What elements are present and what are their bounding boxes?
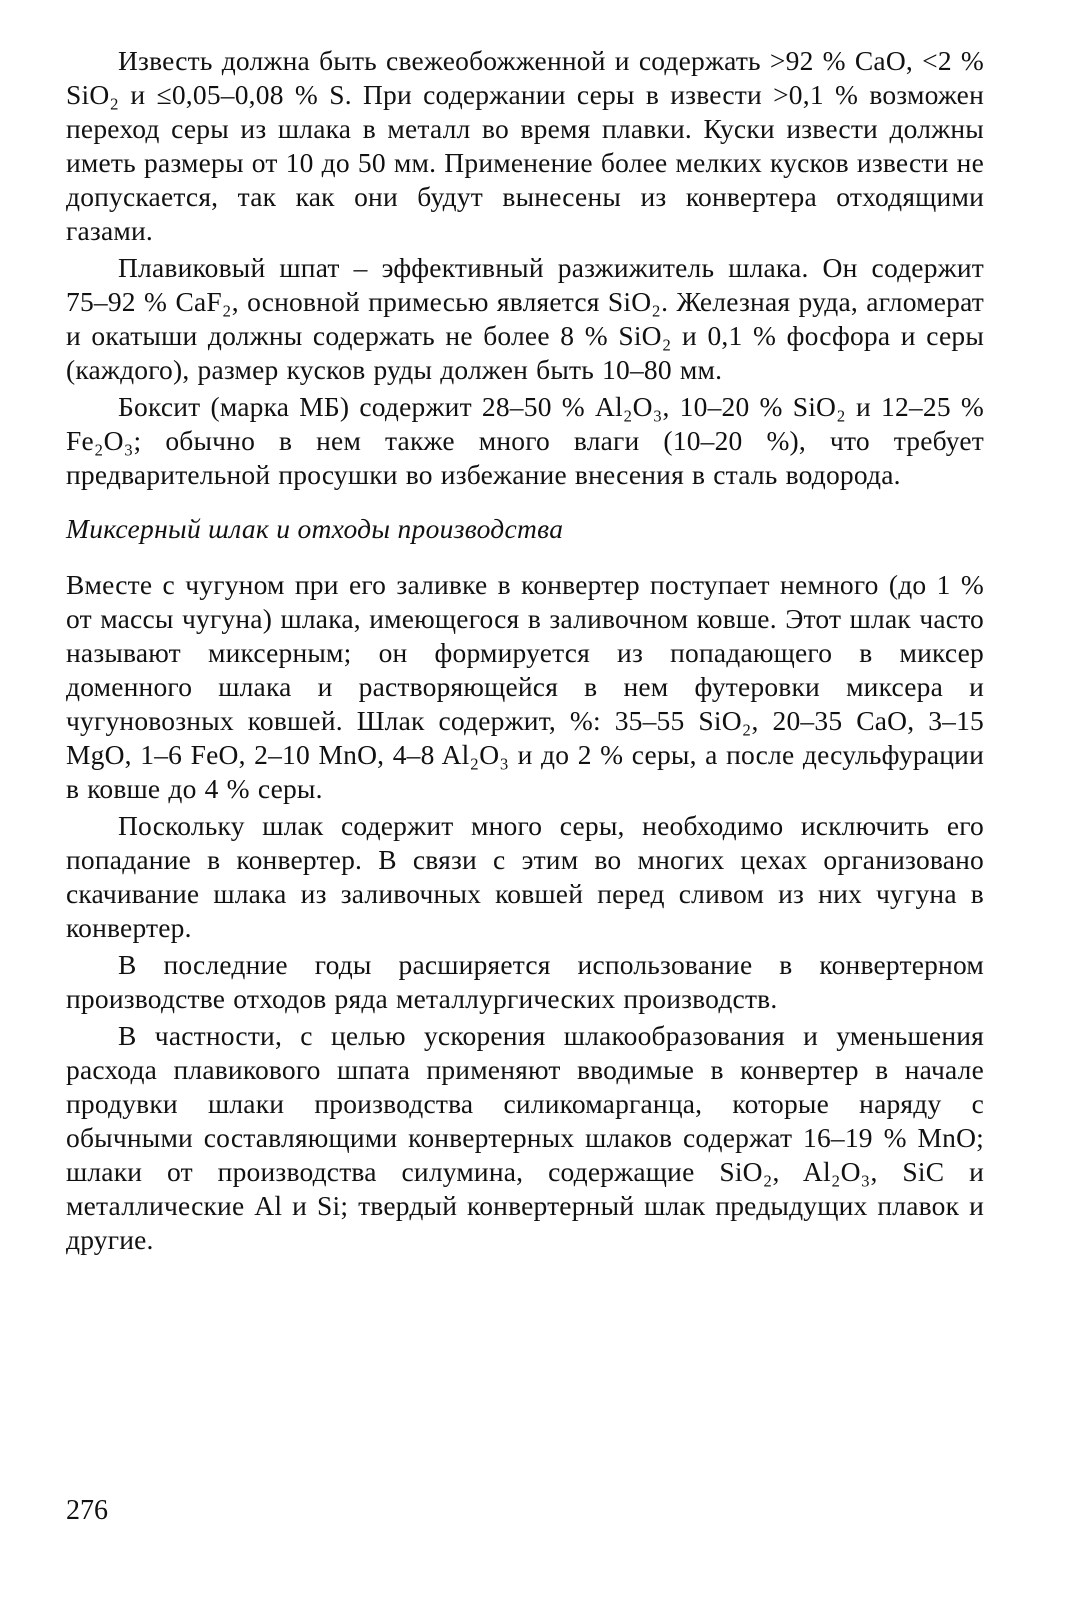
paragraph-waste-use: В последние годы расширяется использование в конвертерном производстве отходов ряда металлургических производств. [66, 949, 984, 1014]
paragraph-lime: Известь должна быть свежеобожженной и содержать >92 % CaO, <2 % SiO₂ и ≤0,05–0,08 % S. При содержании серы в извести >0,1 % возможен переход серы из шлака в металл во время плавки. Куски извести должны иметь размеры от 10 до 50 мм. Применение более мелких кусков извести не допускается, так как они будут вынесены из конвертера отходящими газами. [66, 45, 984, 246]
paragraph-bauxite: Боксит (марка МБ) содержит 28–50 % Al₂O₃, 10–20 % SiO₂ и 12–25 % Fe₂O₃; обычно в нем также много влаги (10–20 %), что требует предварительной просушки во избежание внесения в сталь водорода. [66, 391, 984, 490]
page-body [66, 44, 984, 1257]
paragraph-fluorspar: Плавиковый шпат – эффективный разжижитель шлака. Он содержит 75–92 % CaF₂, основной примесью является SiO₂. Железная руда, агломерат и окатыши должны содержать не более 8 % SiO₂ и 0,1 % фосфора и серы (каждого), размер кусков руды должен быть 10–80 мм. [66, 252, 984, 385]
page-number: 276 [66, 1495, 108, 1526]
section-heading: Миксерный шлак и отходы производства [66, 513, 564, 544]
paragraph-examples: В частности, с целью ускорения шлакообразования и уменьшения расхода плавикового шпата применяют вводимые в конвертер в начале продувки шлаки производства силикомарганца, которые наряду с обычными составляющими конвертерных шлаков содержат 16–19 % MnO; шлаки от производства силумина, содержащие SiO₂, Al₂O₃, SiC и металлические Al и Si; твердый конвертерный шлак предыдущих плавок и другие. [66, 1020, 984, 1255]
paragraph-mixer-slag: Вместе с чугуном при его заливке в конвертер поступает немного (до 1 % от массы чугуна) шлака, имеющегося в заливочном ковше. Этот шлак часто называют миксерным; он формируется из попадающего в миксер доменного шлака и растворяющейся в нем футеровки миксера и чугуновозных ковшей. Шлак содержит, %: 35–55 SiO₂, 20–35 CaO, 3–15 MgO, 1–6 FeO, 2–10 MnO, 4–8 Al₂O₃ и до 2 % серы, а после десульфурации в ковше до 4 % серы. [66, 569, 984, 804]
paragraph-sulfur: Поскольку шлак содержит много серы, необходимо исключить его попадание в конвертер. В связи с этим во многих цехах организовано скачивание шлака из заливочных ковшей перед сливом из них чугуна в конвертер. [66, 810, 984, 943]
